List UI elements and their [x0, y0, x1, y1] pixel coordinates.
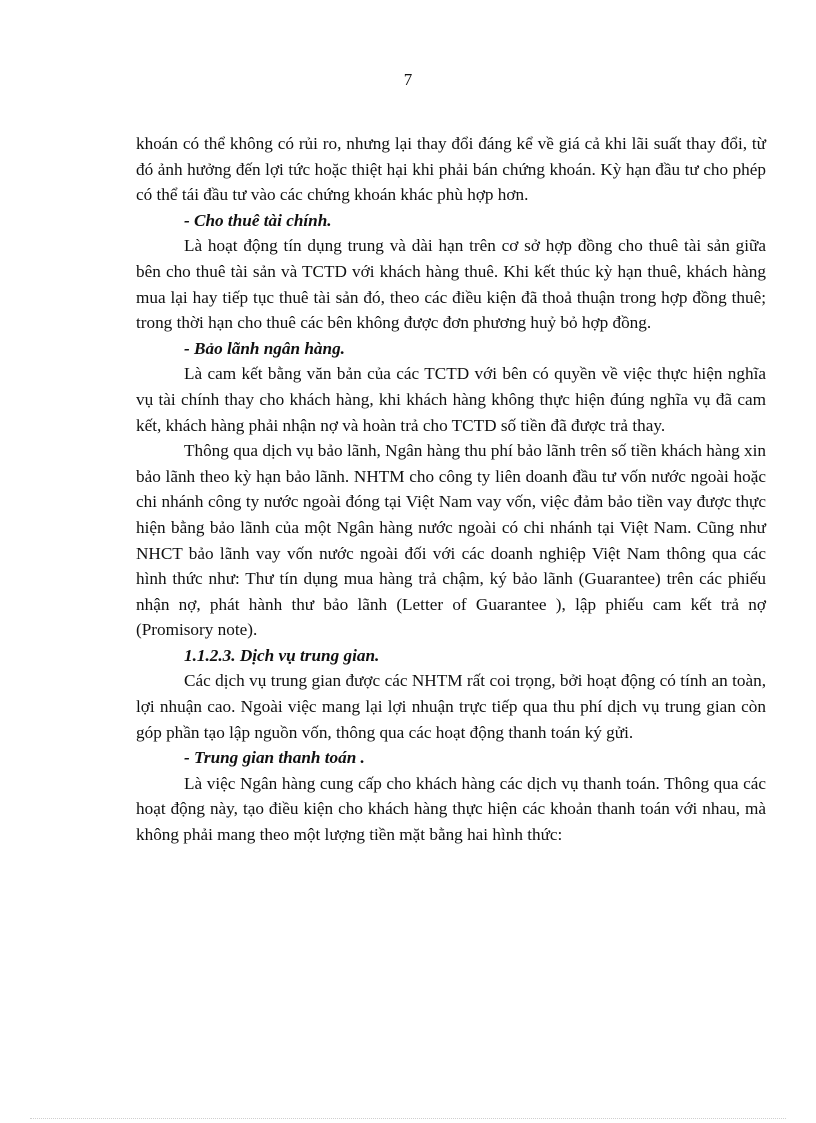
section-heading: - Cho thuê tài chính.: [184, 210, 332, 230]
document-body: [136, 131, 766, 848]
paragraph: khoán có thể không có rủi ro, nhưng lại thay đổi đáng kể về giá cả khi lãi suất thay đổi, từ đó ảnh hưởng đến lợi tức hoặc thiệt hại khi phải bán chứng khoán. Kỳ hạn đầu tư cho phép có thể tái đầu tư vào các chứng khoán khác phù hợp hơn.: [136, 134, 766, 205]
paragraph: Thông qua dịch vụ bảo lãnh, Ngân hàng thu phí bảo lãnh trên số tiền khách hàng xin bảo lãnh theo kỳ hạn bảo lãnh. NHTM cho công ty liên doanh đầu tư vốn nước ngoài hoặc chi nhánh công ty nước ngoài đóng tại Việt Nam vay vốn, việc đảm bảo tiền vay được thực hiện bằng bảo lãnh của một Ngân hàng nước ngoài có chi nhánh tại Việt Nam. Cũng như NHCT bảo lãnh vay vốn nước ngoài đối với các doanh nghiệp Việt Nam thông qua các hình thức như: Thư tín dụng mua hàng trả chậm, ký bảo lãnh (Guarantee) trên các phiếu nhận nợ, phát hành thư bảo lãnh (Letter of Guarantee ), lập phiếu cam kết trả nợ (Promisory note).: [136, 441, 766, 640]
section-heading: - Bảo lãnh ngân hàng.: [184, 338, 345, 358]
paragraph: Là việc Ngân hàng cung cấp cho khách hàng các dịch vụ thanh toán. Thông qua các hoạt động này, tạo điều kiện cho khách hàng thực hiện các khoản thanh toán với nhau, mà không phải mang theo một lượng tiền mặt bằng hai hình thức:: [136, 773, 766, 845]
page-number: 7: [403, 70, 413, 89]
section-heading: - Trung gian thanh toán .: [184, 748, 365, 768]
paragraph: Là hoạt động tín dụng trung và dài hạn trên cơ sở hợp đồng cho thuê tài sản giữa bên cho thuê tài sản và TCTD với khách hàng thuê. Khi kết thúc kỳ hạn thuê, khách hàng mua lại hay tiếp tục thuê tài sản đó, theo các điều kiện đã thoả thuận trong hợp đồng thuê; trong thời hạn cho thuê các bên không được đơn phương huỷ bỏ hợp đồng.: [136, 236, 766, 333]
paragraph: Là cam kết bằng văn bản của các TCTD với bên có quyền về việc thực hiện nghĩa vụ tài chính thay cho khách hàng, khi khách hàng không thực hiện đúng nghĩa vụ đã cam kết, khách hàng phải nhận nợ và hoàn trả cho TCTD số tiền đã được trả thay.: [136, 364, 766, 435]
section-heading: 1.1.2.3. Dịch vụ trung gian.: [184, 645, 380, 665]
page-bottom-divider: [30, 1118, 786, 1119]
paragraph: Các dịch vụ trung gian được các NHTM rất coi trọng, bởi hoạt động có tính an toàn, lợi nhuận cao. Ngoài việc mang lại lợi nhuận trực tiếp qua thu phí dịch vụ trung gian còn góp phần tạo lập nguồn vốn, thông qua các hoạt động thanh toán ký gửi.: [136, 671, 766, 742]
